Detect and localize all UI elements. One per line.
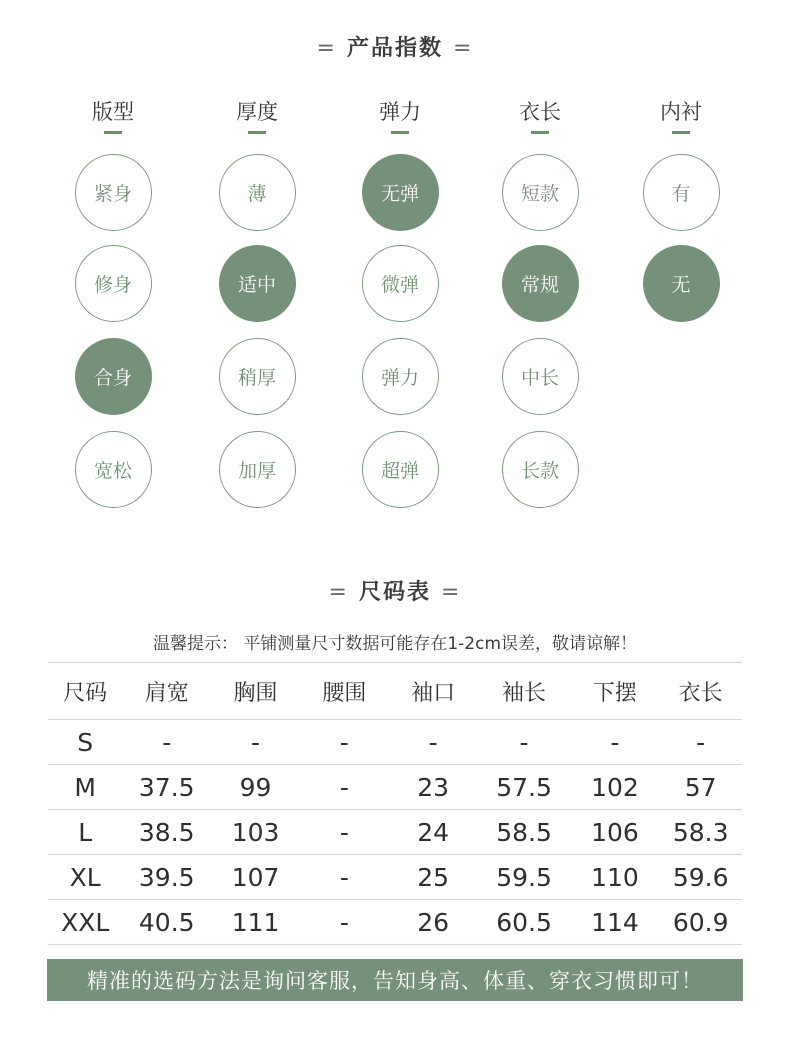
- size-header-cell: 袖长: [478, 663, 571, 720]
- index-option: 宽松: [75, 431, 152, 508]
- size-value-cell: 110: [571, 855, 660, 900]
- size-table-header: [48, 663, 742, 720]
- size-value-cell: 114: [571, 900, 660, 945]
- index-option: 稍厚: [219, 338, 296, 415]
- size-chart-title: [0, 575, 790, 606]
- title-deco-left: =: [328, 580, 349, 605]
- index-column-header: 内衬: [660, 100, 702, 124]
- index-option: 加厚: [219, 431, 296, 508]
- index-column-1: [217, 97, 297, 134]
- table-row: [48, 720, 742, 765]
- table-row: [48, 765, 742, 810]
- header-underline: [104, 131, 122, 134]
- size-value-cell: -: [659, 720, 742, 765]
- index-option-selected: 合身: [75, 338, 152, 415]
- size-value-cell: 59.5: [478, 855, 571, 900]
- size-value-cell: 60.9: [659, 900, 742, 945]
- index-option: 超弹: [362, 431, 439, 508]
- index-option: 长款: [502, 431, 579, 508]
- size-value-cell: 58.5: [478, 810, 571, 855]
- size-label-cell: M: [48, 765, 122, 810]
- index-column-3: [500, 97, 580, 134]
- index-option: 弹力: [362, 338, 439, 415]
- size-value-cell: 25: [389, 855, 478, 900]
- size-header-cell: 腰围: [300, 663, 389, 720]
- size-value-cell: 57.5: [478, 765, 571, 810]
- index-option-selected: 常规: [502, 245, 579, 322]
- index-option: 短款: [502, 154, 579, 231]
- size-header-cell: 尺码: [48, 663, 122, 720]
- index-column-0: [73, 97, 153, 134]
- size-value-cell: 38.5: [122, 810, 211, 855]
- title-deco-left: =: [316, 36, 337, 61]
- product-index-title: [0, 31, 790, 62]
- table-row: [48, 855, 742, 900]
- size-chart-title-text: 尺码表: [358, 580, 431, 605]
- size-value-cell: 111: [211, 900, 300, 945]
- index-column-header: 弹力: [379, 100, 421, 124]
- size-value-cell: 107: [211, 855, 300, 900]
- size-value-cell: 24: [389, 810, 478, 855]
- size-label-cell: S: [48, 720, 122, 765]
- title-deco-right: =: [441, 580, 462, 605]
- size-label-cell: L: [48, 810, 122, 855]
- size-value-cell: 103: [211, 810, 300, 855]
- size-value-cell: 26: [389, 900, 478, 945]
- size-value-cell: -: [478, 720, 571, 765]
- table-row: [48, 810, 742, 855]
- header-underline: [248, 131, 266, 134]
- index-column-4: [641, 97, 721, 134]
- index-column-header: 衣长: [519, 100, 561, 124]
- product-index-title-text: 产品指数: [346, 36, 443, 61]
- size-value-cell: 99: [211, 765, 300, 810]
- index-option: 有: [643, 154, 720, 231]
- size-header-cell: 下摆: [571, 663, 660, 720]
- index-option: 紧身: [75, 154, 152, 231]
- index-option: 修身: [75, 245, 152, 322]
- index-column-header: 版型: [92, 100, 134, 124]
- size-value-cell: -: [122, 720, 211, 765]
- size-value-cell: 23: [389, 765, 478, 810]
- size-value-cell: 60.5: [478, 900, 571, 945]
- header-underline: [391, 131, 409, 134]
- size-value-cell: -: [300, 720, 389, 765]
- size-value-cell: -: [389, 720, 478, 765]
- size-value-cell: -: [571, 720, 660, 765]
- index-option-selected: 无弹: [362, 154, 439, 231]
- size-value-cell: 106: [571, 810, 660, 855]
- size-label-cell: XL: [48, 855, 122, 900]
- index-option-selected: 适中: [219, 245, 296, 322]
- size-label-cell: XXL: [48, 900, 122, 945]
- index-column-2: [360, 97, 440, 134]
- size-table: [48, 662, 742, 945]
- size-value-cell: 102: [571, 765, 660, 810]
- size-value-cell: 37.5: [122, 765, 211, 810]
- size-value-cell: 39.5: [122, 855, 211, 900]
- size-value-cell: 57: [659, 765, 742, 810]
- index-option-selected: 无: [643, 245, 720, 322]
- size-value-cell: -: [300, 765, 389, 810]
- footer-banner: 精准的选码方法是询问客服，告知身高、体重、穿衣习惯即可！: [47, 959, 743, 1001]
- index-option: 中长: [502, 338, 579, 415]
- size-value-cell: -: [300, 855, 389, 900]
- size-value-cell: 40.5: [122, 900, 211, 945]
- index-column-header: 厚度: [236, 100, 278, 124]
- title-deco-right: =: [453, 36, 474, 61]
- header-underline: [672, 131, 690, 134]
- size-value-cell: -: [300, 900, 389, 945]
- size-value-cell: -: [300, 810, 389, 855]
- table-row: [48, 900, 742, 945]
- size-value-cell: 58.3: [659, 810, 742, 855]
- size-value-cell: -: [211, 720, 300, 765]
- size-table-body: [48, 720, 742, 945]
- size-header-cell: 肩宽: [122, 663, 211, 720]
- size-header-cell: 衣长: [659, 663, 742, 720]
- header-underline: [531, 131, 549, 134]
- size-value-cell: 59.6: [659, 855, 742, 900]
- size-header-cell: 胸围: [211, 663, 300, 720]
- size-header-cell: 袖口: [389, 663, 478, 720]
- index-option: 微弹: [362, 245, 439, 322]
- index-option: 薄: [219, 154, 296, 231]
- measurement-notice: 温馨提示： 平铺测量尺寸数据可能存在1-2cm误差，敬请谅解！: [152, 634, 638, 654]
